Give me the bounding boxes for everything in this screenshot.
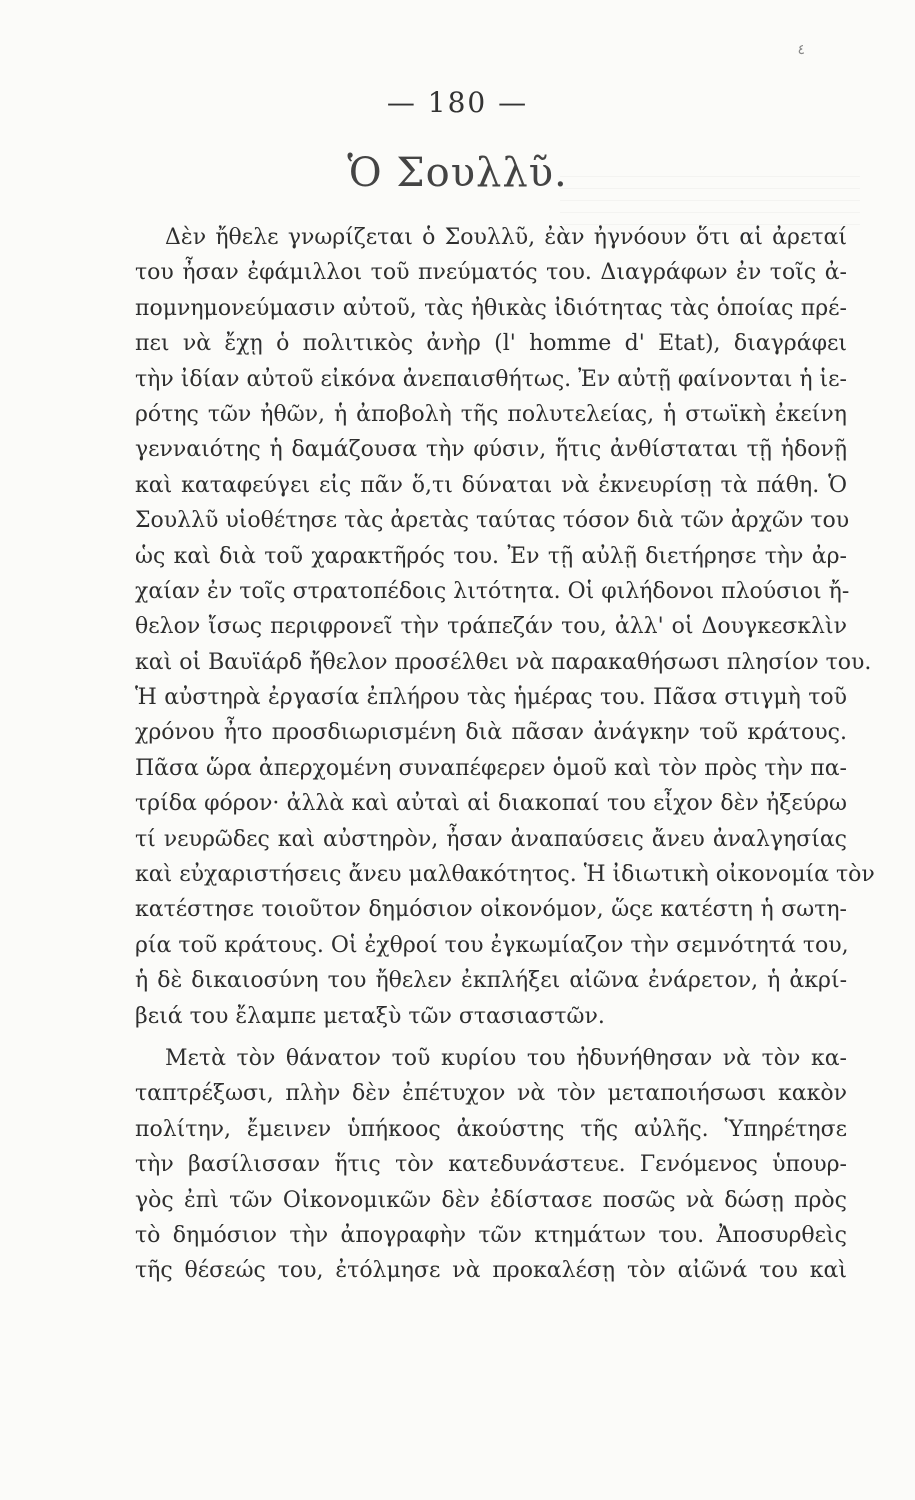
paragraph	[135, 1041, 847, 1289]
paragraph	[135, 220, 875, 1034]
corner-mark: ٤	[797, 42, 805, 58]
text-line: τρίδα φόρον· ἀλλὰ καὶ αὐταὶ αἱ διακοπαί του εἶχον δὲν ἠξεύρω	[135, 791, 847, 817]
text-line: γὸς ἐπὶ τῶν Οἰκονομικῶν δὲν ἐδίστασε ποσῶς νὰ δώσῃ πρὸς	[135, 1187, 847, 1213]
text-line: ρία τοῦ κράτους. Οἱ ἐχθροί του ἐγκωμίαζον τὴν σεμνότητά του,	[135, 932, 849, 958]
text-line: πολίτην, ἔμεινεν ὑπήκοος ἀκούστης τῆς αὐλῆς. Ὑπηρέτησε	[135, 1116, 847, 1142]
text-line: βειά του ἔλαμπε μεταξὺ τῶν στασιαστῶν.	[135, 1003, 605, 1029]
text-line: γενναιότης ἡ δαμάζουσα τὴν φύσιν, ἥτις ἀνθίσταται τῇ ἡδονῇ	[135, 437, 847, 463]
text-line: πει νὰ ἔχῃ ὁ πολιτικὸς ἀνὴρ (l' homme d' Etat), διαγράφει	[135, 331, 847, 357]
text-line: κατέστησε τοιοῦτον δημόσιον οἰκονόμον, ὥςε κατέστη ἡ σωτη-	[135, 897, 847, 923]
page-number: — 180 —	[386, 86, 529, 119]
text-line: τὸ δημόσιον τὴν ἀπογραφὴν τῶν κτημάτων του. Ἀποσυρθεὶς	[135, 1222, 847, 1248]
text-line: θελον ἴσως περιφρονεῖ τὴν τράπεζάν του, ἀλλ' οἱ Δουγκεσκλὶν	[135, 614, 847, 640]
text-line: ὡς καὶ διὰ τοῦ χαρακτῆρός του. Ἐν τῇ αὐλῇ διετήρησε τὴν ἀρ-	[135, 543, 847, 569]
text-line: καὶ καταφεύγει εἰς πᾶν ὅ,τι δύναται νὰ ἐκνευρίσῃ τὰ πάθη. Ὁ	[135, 472, 847, 498]
chapter-title: Ὁ Σουλλῦ.	[347, 150, 568, 196]
body-text	[135, 220, 875, 1289]
text-line: Ἡ αὐστηρὰ ἐργασία ἐπλήρου τὰς ἡμέρας του. Πᾶσα στιγμὴ τοῦ	[135, 685, 847, 711]
text-line: Δὲν ἤθελε γνωρίζεται ὁ Σουλλῦ, ἐὰν ἠγνόουν ὅτι αἱ ἀρεταί	[165, 225, 847, 250]
text-line: χρόνου ἦτο προσδιωρισμένη διὰ πᾶσαν ἀνάγκην τοῦ κράτους.	[135, 720, 847, 746]
text-line: τῆς θέσεώς του, ἐτόλμησε νὰ προκαλέσῃ τὸν αἰῶνά του καὶ	[135, 1258, 847, 1284]
text-line: ἡ δὲ δικαιοσύνη του ἤθελεν ἐκπλήξει αἰῶνα ἐνάρετον, ἡ ἀκρί-	[135, 968, 847, 994]
text-line: ταπτρέξωσι, πλὴν δὲν ἐπέτυχον νὰ τὸν μεταποιήσωσι κακὸν	[135, 1081, 847, 1107]
text-line: Σουλλῦ υἱοθέτησε τὰς ἀρετὰς ταύτας τόσον διὰ τῶν ἀρχῶν του	[135, 508, 850, 534]
text-line: τὴν ἰδίαν αὐτοῦ εἰκόνα ἀνεπαισθήτως. Ἐν αὐτῇ φαίνονται ἡ ἱε-	[135, 366, 847, 392]
text-line: Μετὰ τὸν θάνατον τοῦ κυρίου του ἠδυνήθησαν νὰ τὸν κα-	[165, 1045, 847, 1071]
text-line: ρότης τῶν ἠθῶν, ἡ ἀποβολὴ τῆς πολυτελείας, ἡ στωϊκὴ ἐκείνη	[135, 401, 847, 427]
text-line: του ἦσαν ἐφάμιλλοι τοῦ πνεύματός του. Διαγράφων ἐν τοῖς ἀ-	[135, 260, 847, 286]
text-line: χαίαν ἐν τοῖς στρατοπέδοις λιτότητα. Οἱ φιλήδονοι πλούσιοι ἤ-	[135, 578, 850, 604]
text-line: πομνημονεύμασιν αὐτοῦ, τὰς ἠθικὰς ἰδιότητας τὰς ὁποίας πρέ-	[135, 295, 847, 321]
text-line: καὶ εὐχαριστήσεις ἄνευ μαλθακότητος. Ἡ ἰδιωτικὴ οἰκονομία τὸν	[135, 862, 875, 888]
text-line: τί νευρῶδες καὶ αὐστηρὸν, ἦσαν ἀναπαύσεις ἄνευ ἀναλγησίας	[135, 826, 847, 852]
paragraph-gap	[135, 1034, 847, 1041]
text-line: τὴν βασίλισσαν ἥτις τὸν κατεδυνάστευε. Γενόμενος ὑπουρ-	[135, 1152, 847, 1178]
text-line: καὶ οἱ Βαυϊάρδ ἤθελον προσέλθει νὰ παρακαθήσωσι πλησίον του.	[135, 649, 872, 675]
text-line: Πᾶσα ὥρα ἀπερχομένη συναπέφερεν ὁμοῦ καὶ τὸν πρὸς τὴν πα-	[135, 755, 847, 781]
